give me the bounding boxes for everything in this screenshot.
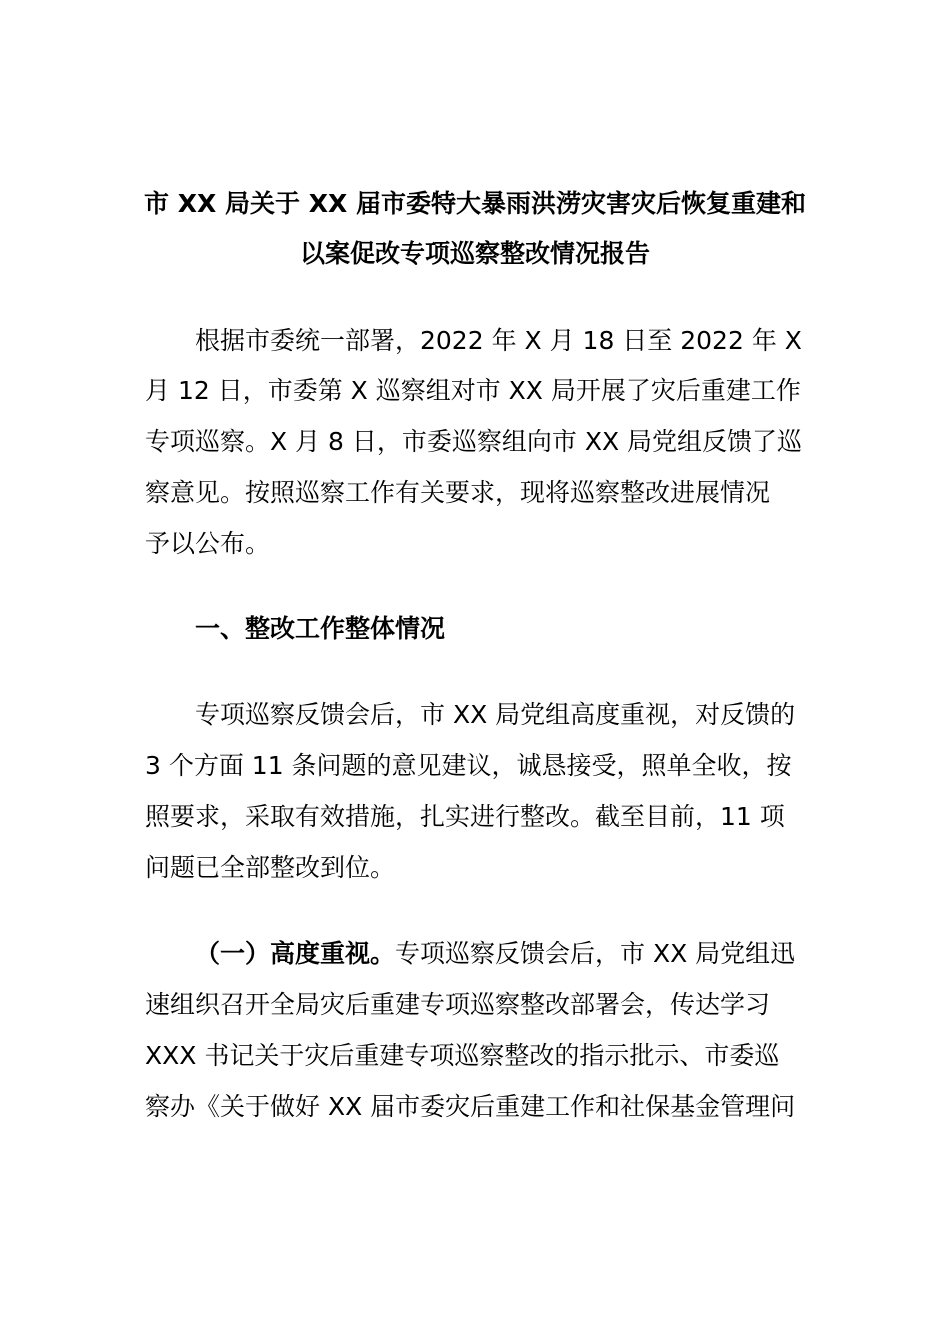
document-title-line-2: 以案促改专项巡察整改情况报告 [299,239,650,268]
paragraph-1-line-4: 察意见。按照巡察工作有关要求，现将巡察整改进展情况 [145,478,771,507]
paragraph-3-line-2: 速组织召开全局灾后重建专项巡察整改部署会，传达学习 [145,990,771,1019]
paragraph-2-line-2: 3 个方面 11 条问题的意见建议，诚恳接受，照单全收，按 [145,751,792,780]
paragraph-1-line-5: 予以公布。 [145,529,271,558]
paragraph-1-line-1: 根据市委统一部署，2022 年 X 月 18 日至 2022 年 X [195,326,802,355]
section-1-heading: 一、整改工作整体情况 [195,614,446,643]
paragraph-3-line-1 [195,938,795,970]
paragraph-1-line-3: 专项巡察。X 月 8 日，市委巡察组向市 XX 局党组反馈了巡 [145,427,803,456]
paragraph-2-line-4: 问题已全部整改到位。 [145,853,396,882]
paragraph-1-line-2: 月 12 日，市委第 X 巡察组对市 XX 局开展了灾后重建工作 [145,376,801,405]
paragraph-2-line-1: 专项巡察反馈会后，市 XX 局党组高度重视，对反馈的 [195,700,796,729]
document-title-line-1: 市 XX 局关于 XX 届市委特大暴雨洪涝灾害灾后恢复重建和 [144,189,806,218]
paragraph-3-line-3: XXX 书记关于灾后重建专项巡察整改的指示批示、市委巡 [145,1041,780,1070]
paragraph-2-line-3: 照要求，采取有效措施，扎实进行整改。截至目前，11 项 [145,802,785,831]
subsection-1-lead: （一）高度重视。 [195,939,396,968]
paragraph-3-line-1-text: 专项巡察反馈会后，市 XX 局党组迅 [395,939,796,968]
paragraph-3-line-4: 察办《关于做好 XX 届市委灾后重建工作和社保基金管理问 [145,1092,796,1121]
